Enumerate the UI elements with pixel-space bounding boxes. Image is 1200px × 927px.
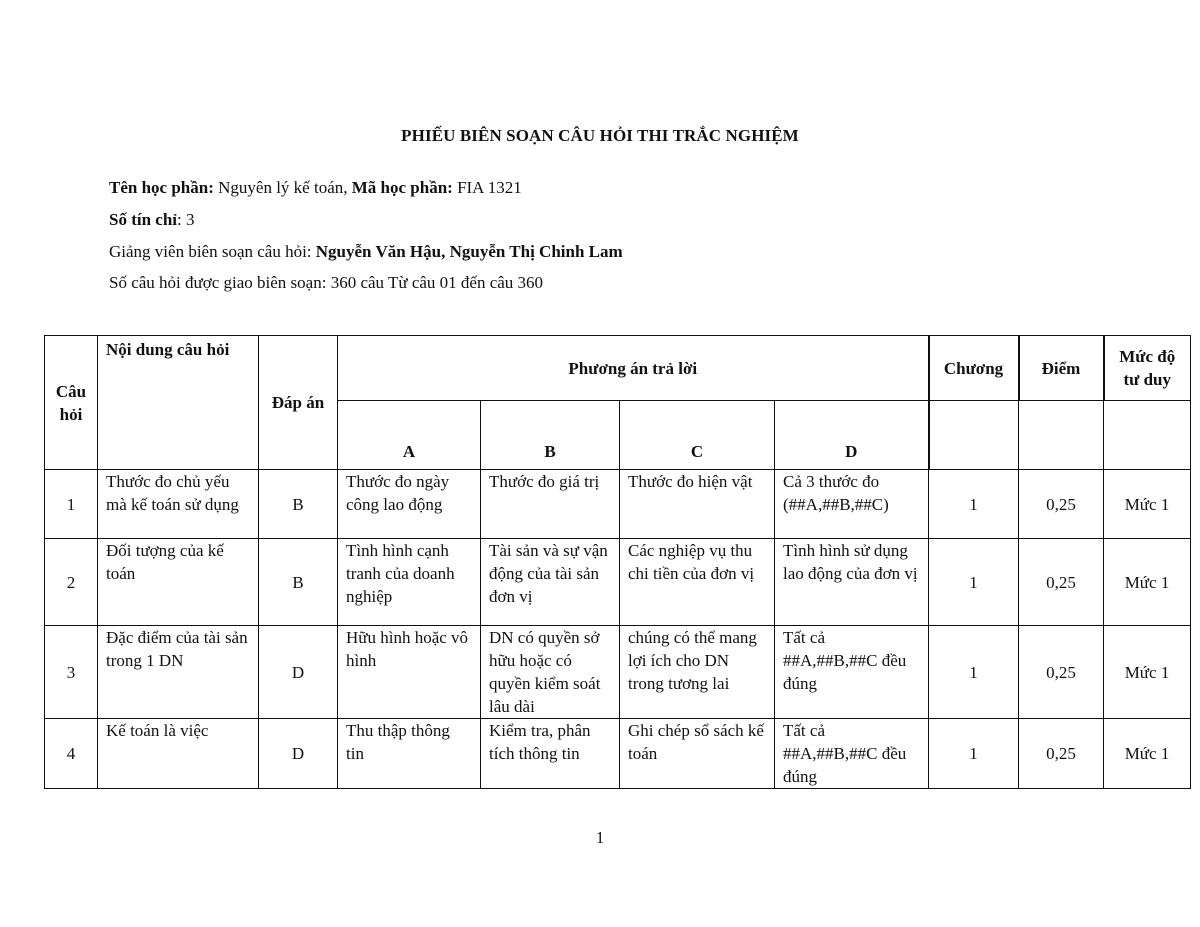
score: 0,25 — [1019, 626, 1104, 719]
question-no: 1 — [45, 470, 98, 539]
header-row — [45, 336, 1191, 401]
header-chapter: Chương — [929, 336, 1019, 401]
header-option-c: C — [620, 401, 775, 470]
chapter: 1 — [929, 470, 1019, 539]
option-c: chúng có thể mang lợi ích cho DN trong tương lai — [620, 626, 775, 719]
header-options: Phương án trả lời — [338, 336, 929, 401]
table-row — [45, 539, 1191, 626]
header-answer: Đáp án — [259, 336, 338, 470]
lecturer-line — [109, 242, 623, 262]
question-content: Kế toán là việc — [98, 719, 259, 789]
table-row — [45, 719, 1191, 789]
level: Mức 1 — [1104, 539, 1191, 626]
score: 0,25 — [1019, 470, 1104, 539]
level: Mức 1 — [1104, 719, 1191, 789]
table-row — [45, 626, 1191, 719]
header-score: Điểm — [1019, 336, 1104, 401]
correct-answer: B — [259, 470, 338, 539]
question-table — [44, 335, 1191, 789]
question-content: Đối tượng của kế toán — [98, 539, 259, 626]
chapter: 1 — [929, 626, 1019, 719]
chapter: 1 — [929, 539, 1019, 626]
level: Mức 1 — [1104, 470, 1191, 539]
question-content: Đặc điểm của tài sản trong 1 DN — [98, 626, 259, 719]
score: 0,25 — [1019, 719, 1104, 789]
lecturer-names: Nguyễn Văn Hậu, Nguyễn Thị Chinh Lam — [315, 242, 623, 261]
question-no: 4 — [45, 719, 98, 789]
correct-answer: B — [259, 539, 338, 626]
page-number: 1 — [595, 828, 605, 847]
option-a: Hữu hình hoặc vô hình — [338, 626, 481, 719]
option-c: Các nghiệp vụ thu chi tiền của đơn vị — [620, 539, 775, 626]
lecturer-label: Giảng viên biên soạn câu hỏi: — [109, 242, 312, 261]
empty-cell — [1019, 401, 1104, 470]
option-b: Thước đo giá trị — [481, 470, 620, 539]
option-d: Tình hình sử dụng lao động của đơn vị — [775, 539, 929, 626]
score: 0,25 — [1019, 539, 1104, 626]
header-level: Mức độ tư duy — [1104, 336, 1191, 401]
document-title: PHIẾU BIÊN SOẠN CÂU HỎI THI TRẮC NGHIỆM — [401, 126, 799, 145]
option-d: Tất cả ##A,##B,##C đều đúng — [775, 626, 929, 719]
question-no: 3 — [45, 626, 98, 719]
option-a: Thước đo ngày công lao động — [338, 470, 481, 539]
option-a: Tình hình cạnh tranh của doanh nghiệp — [338, 539, 481, 626]
header-question-no: Câu hỏi — [45, 336, 98, 470]
option-c: Thước đo hiện vật — [620, 470, 775, 539]
question-no: 2 — [45, 539, 98, 626]
option-b: Kiểm tra, phân tích thông tin — [481, 719, 620, 789]
header-content: Nội dung câu hỏi — [98, 336, 259, 470]
credits-line — [109, 210, 195, 230]
option-b: Tài sản và sự vận động của tài sản đơn vị — [481, 539, 620, 626]
empty-cell — [929, 401, 1019, 470]
table-row — [45, 470, 1191, 539]
course-code: FIA 1321 — [457, 178, 522, 197]
credits-value: : 3 — [177, 210, 195, 229]
level: Mức 1 — [1104, 626, 1191, 719]
option-c: Ghi chép sổ sách kế toán — [620, 719, 775, 789]
question-content: Thước đo chủ yếu mà kế toán sử dụng — [98, 470, 259, 539]
header-option-a: A — [338, 401, 481, 470]
course-code-label: Mã học phần: — [351, 178, 453, 197]
course-name: Nguyên lý kế toán, — [218, 178, 348, 197]
option-d: Cả 3 thước đo (##A,##B,##C) — [775, 470, 929, 539]
option-d: Tất cả ##A,##B,##C đều đúng — [775, 719, 929, 789]
header-option-d: D — [775, 401, 929, 470]
credits-label: Số tín chỉ — [109, 210, 178, 229]
empty-cell — [1104, 401, 1191, 470]
course-label: Tên học phần: — [109, 178, 214, 197]
correct-answer: D — [259, 719, 338, 789]
option-b: DN có quyền sở hữu hoặc có quyền kiểm soát lâu dài — [481, 626, 620, 719]
header-option-b: B — [481, 401, 620, 470]
course-info-line — [109, 178, 522, 198]
chapter: 1 — [929, 719, 1019, 789]
assigned-questions-line: Số câu hỏi được giao biên soạn: 360 câu Từ câu 01 đến câu 360 — [109, 273, 544, 292]
option-a: Thu thập thông tin — [338, 719, 481, 789]
correct-answer: D — [259, 626, 338, 719]
